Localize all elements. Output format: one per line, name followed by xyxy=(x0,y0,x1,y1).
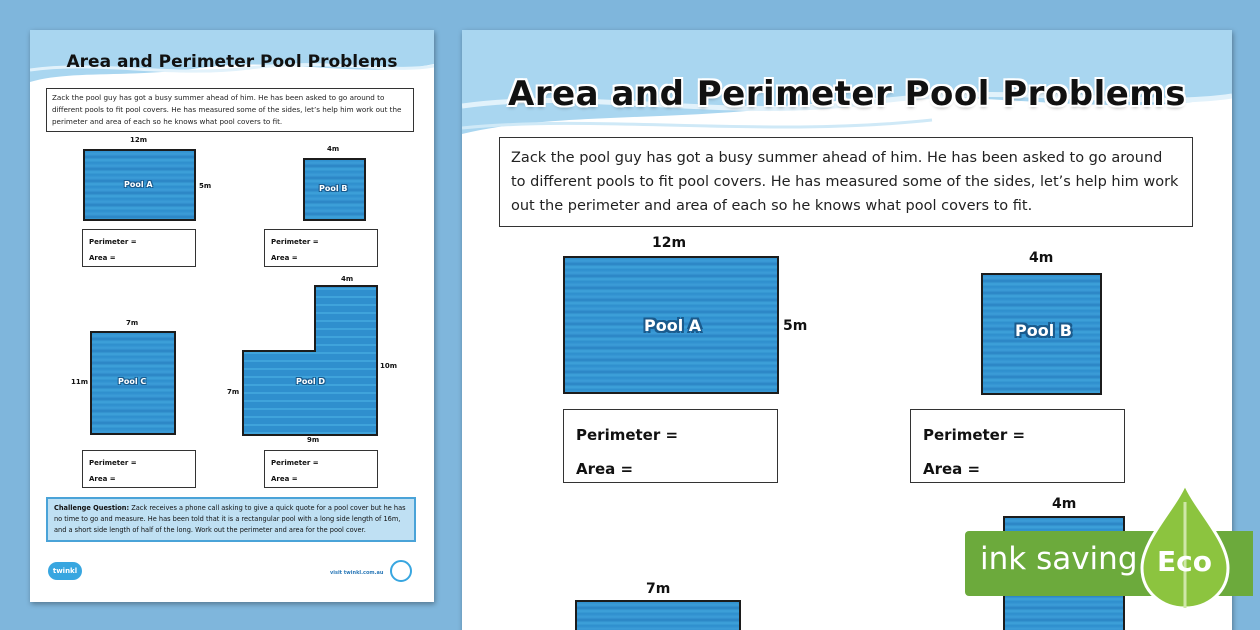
worksheet-title: Area and Perimeter Pool Problems xyxy=(508,74,1186,114)
pool-d-answer-box xyxy=(264,450,378,488)
pool-d-bottom-measure: 9m xyxy=(307,436,320,444)
area-label: Area = xyxy=(89,254,116,262)
intro-text: Zack the pool guy has got a busy summer ahead of him. He has been asked to go around to different pools to fit pool covers. He has measured some of the sides, let’s help him work out the perimeter and area of each so he knows what pool covers to fit. xyxy=(499,137,1193,227)
pool-a-answer-box xyxy=(563,409,778,483)
pool-c xyxy=(575,600,741,630)
pool-a-answer-box xyxy=(82,229,196,267)
area-label: Area = xyxy=(923,460,981,478)
perimeter-label: Perimeter = xyxy=(271,238,319,246)
perimeter-label: Perimeter = xyxy=(89,459,137,467)
challenge-question xyxy=(46,497,416,542)
area-label: Area = xyxy=(271,475,298,483)
pool-a-label: Pool A xyxy=(124,180,153,189)
perimeter-label: Perimeter = xyxy=(923,426,1026,444)
pool-b-answer-box xyxy=(264,229,378,267)
pool-b-label: Pool B xyxy=(1015,321,1072,340)
twinkl-logo: twinkl xyxy=(48,562,82,580)
pool-b-top-measure: 4m xyxy=(327,145,340,153)
intro-text: Zack the pool guy has got a busy summer ahead of him. He has been asked to go around to different pools to fit pool covers. He has measured some of the sides, let’s help him work out the perimeter and area of each so he knows what pool covers to fit. xyxy=(46,88,414,132)
worksheet-thumbnail xyxy=(30,30,434,602)
pool-b xyxy=(981,273,1102,395)
challenge-heading: Challenge Question: xyxy=(54,504,130,512)
footer-url: visit twinkl.com.au xyxy=(330,570,384,576)
area-label: Area = xyxy=(89,475,116,483)
pool-d-top-measure: 4m xyxy=(341,275,354,283)
pool-a-top-measure: 12m xyxy=(130,136,148,144)
perimeter-label: Perimeter = xyxy=(271,459,319,467)
pool-c xyxy=(90,331,176,435)
pool-a xyxy=(83,149,196,221)
worksheet-title: Area and Perimeter Pool Problems xyxy=(66,52,398,72)
pool-d-label: Pool D xyxy=(296,377,326,386)
eco-badge-label: Eco xyxy=(1157,545,1212,578)
challenge-text: Zack receives a phone call asking to give a quick quote for a pool cover but he has no time to go and measure. He has been told that it is a rectangular pool with a long side length of 16m, and a short side length of half of the long. Work out the perimeter and area for the pool cover. xyxy=(54,504,406,534)
pool-d-right-measure: 10m xyxy=(380,362,398,370)
area-label: Area = xyxy=(576,460,634,478)
ink-saving-label: ink saving xyxy=(980,541,1138,577)
pool-b-answer-box xyxy=(910,409,1125,483)
pool-d-left-measure: 7m xyxy=(227,388,240,396)
footer-badge-icon xyxy=(390,560,412,582)
pool-a-side-measure: 5m xyxy=(783,318,808,334)
pool-a-top-measure: 12m xyxy=(652,235,687,251)
perimeter-label: Perimeter = xyxy=(89,238,137,246)
pool-a xyxy=(563,256,779,394)
pool-c-answer-box xyxy=(82,450,196,488)
pool-b xyxy=(303,158,366,221)
pool-b-top-measure: 4m xyxy=(1029,250,1054,266)
pool-a-label: Pool A xyxy=(644,316,702,335)
pool-c-top-measure: 7m xyxy=(126,319,139,327)
pool-c-side-measure: 11m xyxy=(71,378,89,386)
area-label: Area = xyxy=(271,254,298,262)
perimeter-label: Perimeter = xyxy=(576,426,679,444)
pool-d-top-measure: 4m xyxy=(1052,496,1077,512)
pool-c-top-measure: 7m xyxy=(646,581,671,597)
pool-d xyxy=(242,285,380,437)
pool-c-label: Pool C xyxy=(118,377,147,386)
pool-a-side-measure: 5m xyxy=(199,182,212,190)
pool-b-label: Pool B xyxy=(319,184,348,193)
